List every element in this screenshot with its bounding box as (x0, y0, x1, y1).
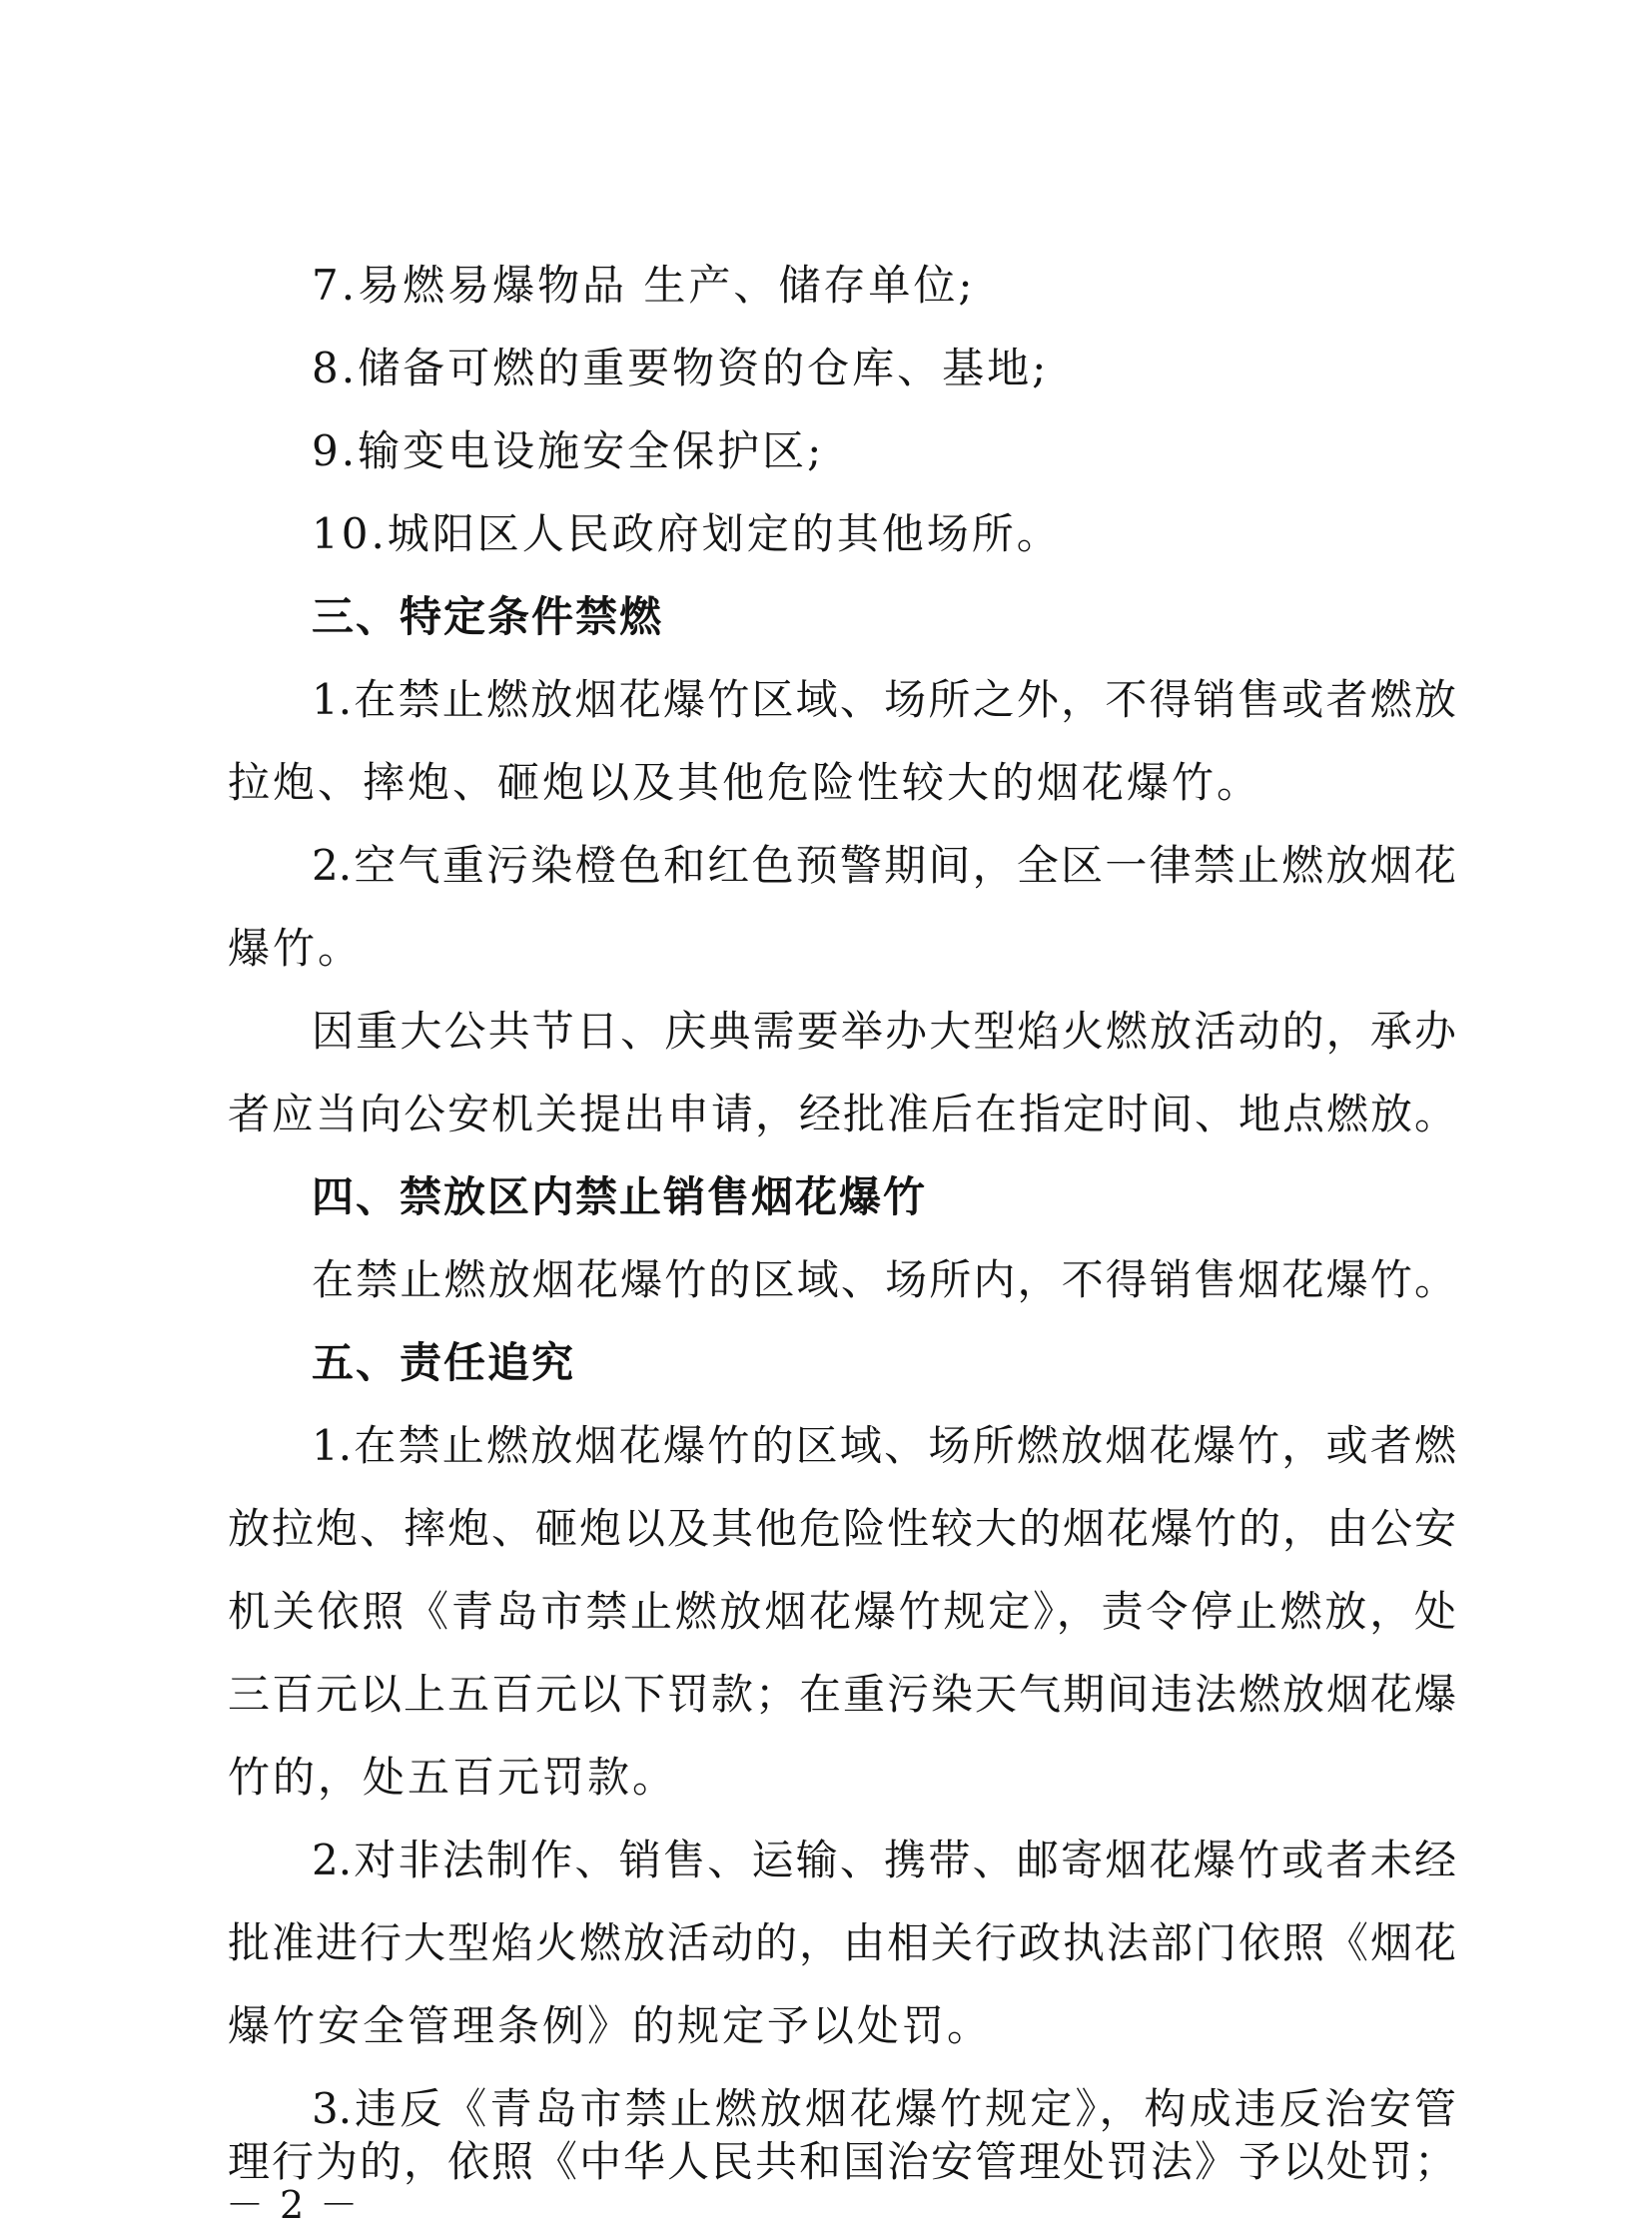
list-item-8: 8.储备可燃的重要物资的仓库、基地; (312, 344, 1050, 392)
paragraph-line: 理行为的，依照《中华人民共和国治安管理处罚法》予以处罚； (228, 2137, 1456, 2186)
paragraph-line: 1.在禁止燃放烟花爆竹的区域、场所燃放烟花爆竹，或者燃 (312, 1421, 1456, 1470)
section-heading-5: 五、责任追究 (312, 1338, 576, 1387)
section-heading-4: 四、禁放区内禁止销售烟花爆竹 (312, 1172, 928, 1221)
paragraph-line: 爆竹。 (228, 924, 364, 973)
list-item-9: 9.输变电设施安全保护区; (312, 426, 825, 475)
paragraph-line: 在禁止燃放烟花爆竹的区域、场所内，不得销售烟花爆竹。 (312, 1255, 1456, 1304)
section-heading-3: 三、特定条件禁燃 (312, 592, 664, 641)
paragraph-line: 三百元以上五百元以下罚款；在重污染天气期间违法燃放烟花爆 (228, 1670, 1456, 1719)
paragraph-line: 拉炮、摔炮、砸炮以及其他危险性较大的烟花爆竹。 (228, 758, 1262, 807)
paragraph-line: 2.空气重污染橙色和红色预警期间，全区一律禁止燃放烟花 (312, 841, 1456, 890)
paragraph-line: 机关依照《青岛市禁止燃放烟花爆竹规定》，责令停止燃放，处 (228, 1587, 1456, 1636)
list-item-10: 10.城阳区人民政府划定的其他场所。 (312, 509, 1062, 558)
paragraph-line: 批准进行大型焰火燃放活动的，由相关行政执法部门依照《烟花 (228, 1918, 1456, 1967)
paragraph-line: 放拉炮、摔炮、砸炮以及其他危险性较大的烟花爆竹的，由公安 (228, 1504, 1456, 1553)
paragraph-line: 者应当向公安机关提出申请，经批准后在指定时间、地点燃放。 (228, 1090, 1456, 1138)
list-item-7: 7.易燃易爆物品 生产、储存单位; (312, 261, 976, 310)
paragraph-line: 因重大公共节日、庆典需要举办大型焰火燃放活动的，承办 (312, 1007, 1456, 1056)
paragraph-line: 1.在禁止燃放烟花爆竹区域、场所之外，不得销售或者燃放 (312, 675, 1456, 724)
paragraph-line: 爆竹安全管理条例》的规定予以处罚。 (228, 2001, 993, 2050)
paragraph-line: 3.违反《青岛市禁止燃放烟花爆竹规定》，构成违反治安管 (312, 2084, 1456, 2133)
paragraph-line: 竹的，处五百元罚款。 (228, 1753, 678, 1802)
page-number: －2－ (226, 2183, 375, 2227)
paragraph-line: 2.对非法制作、销售、运输、携带、邮寄烟花爆竹或者未经 (312, 1836, 1456, 1884)
